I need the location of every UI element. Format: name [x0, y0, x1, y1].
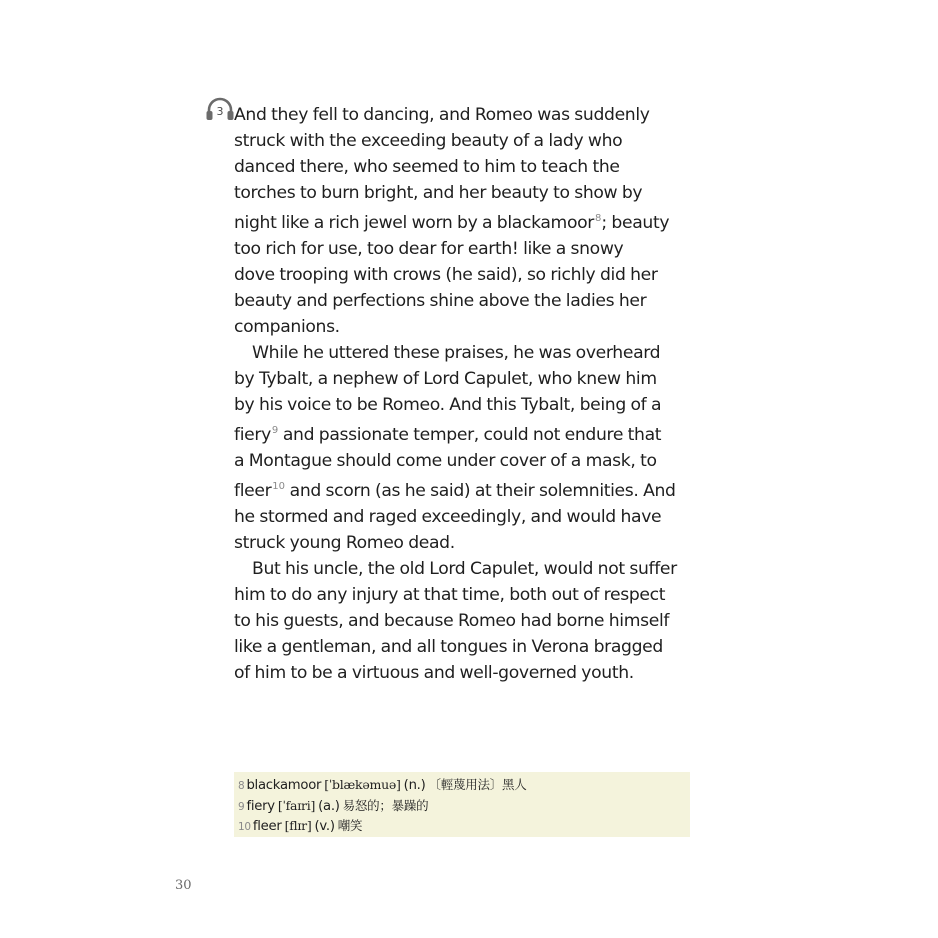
footnote-ref: 9 [271, 425, 279, 436]
text-segment: But his uncle, the old Lord Capulet, would not suffer [252, 559, 677, 579]
text-segment: ; beauty [601, 213, 670, 233]
text-segment: beauty and perfections shine above the ladies her [234, 291, 647, 311]
text-line [234, 236, 704, 262]
text-line [234, 634, 704, 660]
text-segment: and scorn (as he said) at their solemnities. And [285, 481, 676, 501]
text-segment: too rich for use, too dear for earth! like a snowy [234, 239, 624, 259]
text-segment: companions. [234, 317, 340, 337]
text-line [234, 392, 704, 418]
text-segment: While he uttered these praises, he was overheard [252, 343, 661, 363]
text-line [234, 504, 704, 530]
glossary-entry [238, 816, 690, 837]
glossary-number: 10 [238, 821, 251, 833]
text-line [234, 262, 704, 288]
text-line [234, 154, 704, 180]
text-line [234, 660, 704, 686]
text-segment: him to do any injury at that time, both out of respect [234, 585, 666, 605]
text-segment: And they fell to dancing, and Romeo was suddenly [234, 105, 650, 125]
text-line [234, 530, 704, 556]
text-segment: like a gentleman, and all tongues in Verona bragged [234, 637, 663, 657]
glossary-pronunciation: [ˈblækəmuə] [324, 777, 401, 792]
story-text [234, 102, 704, 686]
text-line [234, 206, 704, 236]
glossary-part-of-speech: (n.) [403, 778, 426, 793]
text-segment: and passionate temper, could not endure that [278, 425, 662, 445]
text-segment: struck with the exceeding beauty of a lady who [234, 131, 623, 151]
text-line [234, 314, 704, 340]
text-segment: he stormed and raged exceedingly, and would have [234, 507, 662, 527]
glossary-pronunciation: [flɪr] [284, 818, 312, 833]
glossary-word: fiery [246, 798, 275, 814]
text-line [234, 448, 704, 474]
text-segment: fiery [234, 425, 271, 445]
text-segment: struck young Romeo dead. [234, 533, 455, 553]
glossary-word: fleer [252, 819, 282, 834]
glossary-entry [238, 796, 690, 817]
text-segment: torches to burn bright, and her beauty to show by [234, 183, 643, 203]
text-segment: night like a rich jewel worn by a blackamoor [234, 213, 594, 233]
text-line [234, 556, 704, 582]
footnote-ref: 8 [595, 213, 602, 224]
text-segment: a Montague should come under cover of a mask, to [234, 451, 657, 471]
text-segment: fleer [234, 481, 272, 501]
audio-track-number: 3 [216, 105, 224, 118]
text-line [234, 474, 704, 504]
page-number: 30 [175, 878, 192, 893]
glossary-part-of-speech: (a.) [318, 798, 340, 814]
text-line [234, 582, 704, 608]
glossary-entry [238, 775, 690, 796]
text-segment: dove trooping with crows (he said), so richly did her [234, 265, 658, 285]
text-line [234, 128, 704, 154]
text-segment: by his voice to be Romeo. And this Tybalt, being of a [234, 395, 662, 415]
text-line [234, 340, 704, 366]
glossary-number: 9 [238, 800, 245, 813]
audio-track-badge[interactable] [205, 97, 235, 123]
text-segment: to his guests, and because Romeo had borne himself [234, 611, 670, 631]
glossary-number: 8 [238, 780, 245, 792]
footnote-ref: 10 [272, 481, 286, 492]
text-segment: by Tybalt, a nephew of Lord Capulet, who knew him [234, 369, 657, 389]
text-line [234, 102, 704, 128]
text-segment: of him to be a virtuous and well-governed youth. [234, 663, 634, 683]
text-line [234, 288, 704, 314]
text-line [234, 608, 704, 634]
glossary-pronunciation: [ˈfaɪri] [277, 797, 316, 813]
glossary-meaning: 〔輕蔑用法〕黑人 [428, 777, 527, 792]
glossary-part-of-speech: (v.) [314, 819, 335, 834]
text-segment: danced there, who seemed to him to teach the [234, 157, 620, 177]
vocabulary-glossary [234, 772, 690, 837]
glossary-meaning: 易怒的；暴躁的 [342, 797, 429, 813]
text-line [234, 180, 704, 206]
glossary-word: blackamoor [246, 778, 322, 793]
glossary-meaning: 嘲笑 [337, 818, 363, 833]
text-line [234, 366, 704, 392]
text-line [234, 418, 704, 448]
